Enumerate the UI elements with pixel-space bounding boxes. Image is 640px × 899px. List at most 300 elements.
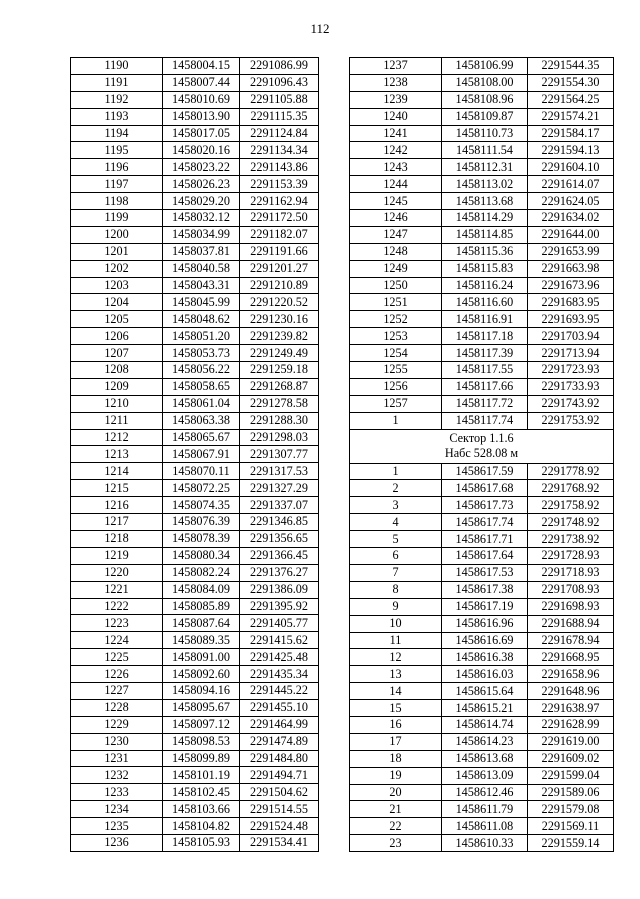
table-row <box>71 598 319 615</box>
x-coordinate-cell: 1458063.38 <box>163 412 240 429</box>
point-number-cell: 1221 <box>71 581 163 598</box>
x-coordinate-cell: 1458613.68 <box>442 750 528 767</box>
table-row <box>350 716 614 733</box>
y-coordinate-cell: 2291278.58 <box>240 395 319 412</box>
table-row <box>350 142 614 159</box>
table-row <box>71 497 319 514</box>
x-coordinate-cell: 1458085.89 <box>163 598 240 615</box>
x-coordinate-cell: 1458099.89 <box>163 750 240 767</box>
table-row <box>350 328 614 345</box>
x-coordinate-cell: 1458056.22 <box>163 362 240 379</box>
table-row <box>71 514 319 531</box>
point-number-cell: 1242 <box>350 142 442 159</box>
x-coordinate-cell: 1458072.25 <box>163 480 240 497</box>
table-row <box>71 277 319 294</box>
point-number-cell: 1217 <box>71 514 163 531</box>
point-number-cell: 1219 <box>71 547 163 564</box>
point-number-cell: 1245 <box>350 193 442 210</box>
point-number-cell: 1230 <box>71 733 163 750</box>
table-row <box>71 632 319 649</box>
table-row <box>350 125 614 142</box>
y-coordinate-cell: 2291609.02 <box>528 750 614 767</box>
point-number-cell: 1201 <box>71 243 163 260</box>
x-coordinate-cell: 1458616.69 <box>442 632 528 649</box>
x-coordinate-cell: 1458610.33 <box>442 835 528 852</box>
y-coordinate-cell: 2291698.93 <box>528 598 614 615</box>
coordinates-table-right <box>349 57 614 852</box>
table-row <box>350 615 614 632</box>
table-row <box>350 277 614 294</box>
point-number-cell: 1191 <box>71 74 163 91</box>
x-coordinate-cell: 1458617.73 <box>442 497 528 514</box>
x-coordinate-cell: 1458614.74 <box>442 716 528 733</box>
point-number-cell: 1218 <box>71 530 163 547</box>
table-row <box>71 750 319 767</box>
x-coordinate-cell: 1458043.31 <box>163 277 240 294</box>
point-number-cell: 1208 <box>71 362 163 379</box>
table-row <box>71 159 319 176</box>
y-coordinate-cell: 2291172.50 <box>240 210 319 227</box>
x-coordinate-cell: 1458114.85 <box>442 226 528 243</box>
x-coordinate-cell: 1458080.34 <box>163 547 240 564</box>
table-row <box>350 581 614 598</box>
point-number-cell: 1234 <box>71 801 163 818</box>
coordinates-table-left <box>70 57 319 852</box>
point-number-cell: 1240 <box>350 108 442 125</box>
x-coordinate-cell: 1458104.82 <box>163 818 240 835</box>
y-coordinate-cell: 2291624.05 <box>528 193 614 210</box>
y-coordinate-cell: 2291115.35 <box>240 108 319 125</box>
table-row <box>350 362 614 379</box>
point-number-cell: 1233 <box>71 784 163 801</box>
point-number-cell: 1197 <box>71 176 163 193</box>
point-number-cell: 10 <box>350 615 442 632</box>
x-coordinate-cell: 1458617.68 <box>442 480 528 497</box>
y-coordinate-cell: 2291124.84 <box>240 125 319 142</box>
x-coordinate-cell: 1458611.08 <box>442 818 528 835</box>
y-coordinate-cell: 2291569.11 <box>528 818 614 835</box>
table-row <box>350 74 614 91</box>
y-coordinate-cell: 2291327.29 <box>240 480 319 497</box>
x-coordinate-cell: 1458074.35 <box>163 497 240 514</box>
point-number-cell: 1236 <box>71 834 163 851</box>
section-title: Сектор 1.1.6 <box>449 430 514 445</box>
table-row <box>350 649 614 666</box>
y-coordinate-cell: 2291356.65 <box>240 530 319 547</box>
y-coordinate-cell: 2291688.94 <box>528 615 614 632</box>
point-number-cell: 3 <box>350 497 442 514</box>
x-coordinate-cell: 1458084.09 <box>163 581 240 598</box>
point-number-cell: 1252 <box>350 311 442 328</box>
x-coordinate-cell: 1458117.55 <box>442 362 528 379</box>
table-row <box>350 598 614 615</box>
x-coordinate-cell: 1458070.11 <box>163 463 240 480</box>
point-number-cell: 1241 <box>350 125 442 142</box>
y-coordinate-cell: 2291559.14 <box>528 835 614 852</box>
table-row <box>350 311 614 328</box>
x-coordinate-cell: 1458110.73 <box>442 125 528 142</box>
y-coordinate-cell: 2291753.92 <box>528 412 614 429</box>
y-coordinate-cell: 2291346.85 <box>240 514 319 531</box>
point-number-cell: 21 <box>350 801 442 818</box>
x-coordinate-cell: 1458034.99 <box>163 226 240 243</box>
y-coordinate-cell: 2291733.93 <box>528 378 614 395</box>
table-row <box>350 514 614 531</box>
point-number-cell: 1250 <box>350 277 442 294</box>
y-coordinate-cell: 2291435.34 <box>240 666 319 683</box>
x-coordinate-cell: 1458115.36 <box>442 243 528 260</box>
x-coordinate-cell: 1458617.74 <box>442 514 528 531</box>
y-coordinate-cell: 2291708.93 <box>528 581 614 598</box>
table-row <box>71 818 319 835</box>
point-number-cell: 1213 <box>71 446 163 463</box>
point-number-cell: 6 <box>350 548 442 565</box>
y-coordinate-cell: 2291259.18 <box>240 362 319 379</box>
x-coordinate-cell: 1458026.23 <box>163 176 240 193</box>
table-row <box>71 564 319 581</box>
point-number-cell: 1235 <box>71 818 163 835</box>
y-coordinate-cell: 2291307.77 <box>240 446 319 463</box>
point-number-cell: 1248 <box>350 243 442 260</box>
point-number-cell: 1205 <box>71 311 163 328</box>
table-row <box>350 412 614 429</box>
table-row <box>71 74 319 91</box>
y-coordinate-cell: 2291182.07 <box>240 226 319 243</box>
table-row <box>71 801 319 818</box>
table-row <box>350 750 614 767</box>
x-coordinate-cell: 1458094.16 <box>163 682 240 699</box>
y-coordinate-cell: 2291738.92 <box>528 531 614 548</box>
x-coordinate-cell: 1458023.22 <box>163 159 240 176</box>
section-header-row <box>350 429 614 463</box>
point-number-cell: 1206 <box>71 328 163 345</box>
point-number-cell: 18 <box>350 750 442 767</box>
x-coordinate-cell: 1458615.64 <box>442 683 528 700</box>
y-coordinate-cell: 2291534.41 <box>240 834 319 851</box>
page-number: 112 <box>310 21 330 36</box>
x-coordinate-cell: 1458082.24 <box>163 564 240 581</box>
table-row <box>350 801 614 818</box>
x-coordinate-cell: 1458617.53 <box>442 564 528 581</box>
point-number-cell: 1254 <box>350 345 442 362</box>
point-number-cell: 1231 <box>71 750 163 767</box>
point-number-cell: 1244 <box>350 176 442 193</box>
y-coordinate-cell: 2291288.30 <box>240 412 319 429</box>
table-row <box>350 733 614 750</box>
y-coordinate-cell: 2291337.07 <box>240 497 319 514</box>
x-coordinate-cell: 1458058.65 <box>163 378 240 395</box>
y-coordinate-cell: 2291096.43 <box>240 74 319 91</box>
x-coordinate-cell: 1458097.12 <box>163 716 240 733</box>
point-number-cell: 1202 <box>71 260 163 277</box>
y-coordinate-cell: 2291723.93 <box>528 362 614 379</box>
point-number-cell: 1243 <box>350 159 442 176</box>
y-coordinate-cell: 2291105.88 <box>240 91 319 108</box>
point-number-cell: 1227 <box>71 682 163 699</box>
y-coordinate-cell: 2291086.99 <box>240 58 319 75</box>
point-number-cell: 1194 <box>71 125 163 142</box>
table-row <box>71 362 319 379</box>
point-number-cell: 1246 <box>350 210 442 227</box>
x-coordinate-cell: 1458105.93 <box>163 834 240 851</box>
y-coordinate-cell: 2291474.89 <box>240 733 319 750</box>
table-row <box>350 632 614 649</box>
x-coordinate-cell: 1458109.87 <box>442 108 528 125</box>
y-coordinate-cell: 2291728.93 <box>528 548 614 565</box>
point-number-cell: 1239 <box>350 91 442 108</box>
point-number-cell: 1220 <box>71 564 163 581</box>
table-row <box>71 91 319 108</box>
x-coordinate-cell: 1458087.64 <box>163 615 240 632</box>
y-coordinate-cell: 2291718.93 <box>528 564 614 581</box>
point-number-cell: 8 <box>350 581 442 598</box>
y-coordinate-cell: 2291579.08 <box>528 801 614 818</box>
point-number-cell: 1192 <box>71 91 163 108</box>
x-coordinate-cell: 1458611.79 <box>442 801 528 818</box>
table-row <box>71 716 319 733</box>
y-coordinate-cell: 2291220.52 <box>240 294 319 311</box>
point-number-cell: 1232 <box>71 767 163 784</box>
point-number-cell: 5 <box>350 531 442 548</box>
x-coordinate-cell: 1458065.67 <box>163 429 240 446</box>
y-coordinate-cell: 2291298.03 <box>240 429 319 446</box>
x-coordinate-cell: 1458040.58 <box>163 260 240 277</box>
x-coordinate-cell: 1458089.35 <box>163 632 240 649</box>
table-row <box>71 547 319 564</box>
y-coordinate-cell: 2291494.71 <box>240 767 319 784</box>
table-row <box>71 125 319 142</box>
point-number-cell: 1229 <box>71 716 163 733</box>
y-coordinate-cell: 2291683.95 <box>528 294 614 311</box>
table-row <box>71 260 319 277</box>
table-row <box>350 108 614 125</box>
y-coordinate-cell: 2291703.94 <box>528 328 614 345</box>
y-coordinate-cell: 2291317.53 <box>240 463 319 480</box>
y-coordinate-cell: 2291564.25 <box>528 91 614 108</box>
x-coordinate-cell: 1458115.83 <box>442 260 528 277</box>
table-row <box>71 328 319 345</box>
x-coordinate-cell: 1458092.60 <box>163 666 240 683</box>
y-coordinate-cell: 2291544.35 <box>528 58 614 75</box>
x-coordinate-cell: 1458037.81 <box>163 243 240 260</box>
y-coordinate-cell: 2291464.99 <box>240 716 319 733</box>
y-coordinate-cell: 2291514.55 <box>240 801 319 818</box>
table-row <box>350 767 614 784</box>
table-row <box>350 226 614 243</box>
x-coordinate-cell: 1458053.73 <box>163 345 240 362</box>
table-row <box>350 345 614 362</box>
x-coordinate-cell: 1458116.24 <box>442 277 528 294</box>
point-number-cell: 20 <box>350 784 442 801</box>
y-coordinate-cell: 2291653.99 <box>528 243 614 260</box>
table-row <box>71 834 319 851</box>
table-row <box>350 378 614 395</box>
table-row <box>71 311 319 328</box>
point-number-cell: 1195 <box>71 142 163 159</box>
table-row <box>71 666 319 683</box>
table-row <box>71 193 319 210</box>
point-number-cell: 1226 <box>71 666 163 683</box>
table-row <box>71 581 319 598</box>
point-number-cell: 1190 <box>71 58 163 75</box>
y-coordinate-cell: 2291589.06 <box>528 784 614 801</box>
point-number-cell: 1223 <box>71 615 163 632</box>
x-coordinate-cell: 1458117.72 <box>442 395 528 412</box>
table-row <box>350 193 614 210</box>
x-coordinate-cell: 1458013.90 <box>163 108 240 125</box>
point-number-cell: 12 <box>350 649 442 666</box>
point-number-cell: 1216 <box>71 497 163 514</box>
y-coordinate-cell: 2291668.95 <box>528 649 614 666</box>
point-number-cell: 1225 <box>71 649 163 666</box>
table-row <box>350 480 614 497</box>
y-coordinate-cell: 2291599.04 <box>528 767 614 784</box>
x-coordinate-cell: 1458091.00 <box>163 649 240 666</box>
point-number-cell: 1207 <box>71 345 163 362</box>
y-coordinate-cell: 2291748.92 <box>528 514 614 531</box>
x-coordinate-cell: 1458017.05 <box>163 125 240 142</box>
point-number-cell: 1247 <box>350 226 442 243</box>
table-row <box>71 108 319 125</box>
table-row <box>71 733 319 750</box>
x-coordinate-cell: 1458045.99 <box>163 294 240 311</box>
y-coordinate-cell: 2291638.97 <box>528 700 614 717</box>
y-coordinate-cell: 2291634.02 <box>528 210 614 227</box>
y-coordinate-cell: 2291713.94 <box>528 345 614 362</box>
x-coordinate-cell: 1458117.39 <box>442 345 528 362</box>
x-coordinate-cell: 1458098.53 <box>163 733 240 750</box>
x-coordinate-cell: 1458117.18 <box>442 328 528 345</box>
point-number-cell: 4 <box>350 514 442 531</box>
table-row <box>71 699 319 716</box>
y-coordinate-cell: 2291162.94 <box>240 193 319 210</box>
point-number-cell: 1224 <box>71 632 163 649</box>
x-coordinate-cell: 1458004.15 <box>163 58 240 75</box>
table-row <box>71 58 319 75</box>
x-coordinate-cell: 1458612.46 <box>442 784 528 801</box>
x-coordinate-cell: 1458078.39 <box>163 530 240 547</box>
x-coordinate-cell: 1458614.23 <box>442 733 528 750</box>
point-number-cell: 1256 <box>350 378 442 395</box>
table-row <box>350 243 614 260</box>
table-row <box>71 412 319 429</box>
point-number-cell: 1 <box>350 463 442 480</box>
table-row <box>71 446 319 463</box>
y-coordinate-cell: 2291768.92 <box>528 480 614 497</box>
point-number-cell: 1249 <box>350 260 442 277</box>
table-row <box>71 226 319 243</box>
point-number-cell: 19 <box>350 767 442 784</box>
point-number-cell: 1255 <box>350 362 442 379</box>
point-number-cell: 1222 <box>71 598 163 615</box>
x-coordinate-cell: 1458007.44 <box>163 74 240 91</box>
y-coordinate-cell: 2291445.22 <box>240 682 319 699</box>
point-number-cell: 1253 <box>350 328 442 345</box>
y-coordinate-cell: 2291693.95 <box>528 311 614 328</box>
table-row <box>71 378 319 395</box>
point-number-cell: 1198 <box>71 193 163 210</box>
y-coordinate-cell: 2291366.45 <box>240 547 319 564</box>
point-number-cell: 1199 <box>71 210 163 227</box>
table-row <box>350 395 614 412</box>
table-row <box>71 784 319 801</box>
x-coordinate-cell: 1458106.99 <box>442 58 528 75</box>
table-row <box>71 649 319 666</box>
y-coordinate-cell: 2291153.39 <box>240 176 319 193</box>
y-coordinate-cell: 2291614.07 <box>528 176 614 193</box>
y-coordinate-cell: 2291455.10 <box>240 699 319 716</box>
x-coordinate-cell: 1458617.19 <box>442 598 528 615</box>
table-row <box>71 615 319 632</box>
x-coordinate-cell: 1458615.21 <box>442 700 528 717</box>
table-row <box>350 835 614 852</box>
y-coordinate-cell: 2291673.96 <box>528 277 614 294</box>
table-row <box>71 176 319 193</box>
x-coordinate-cell: 1458095.67 <box>163 699 240 716</box>
x-coordinate-cell: 1458617.59 <box>442 463 528 480</box>
x-coordinate-cell: 1458116.60 <box>442 294 528 311</box>
x-coordinate-cell: 1458020.16 <box>163 142 240 159</box>
table-row <box>350 497 614 514</box>
point-number-cell: 1200 <box>71 226 163 243</box>
y-coordinate-cell: 2291210.89 <box>240 277 319 294</box>
point-number-cell: 2 <box>350 480 442 497</box>
x-coordinate-cell: 1458617.71 <box>442 531 528 548</box>
table-row <box>350 91 614 108</box>
y-coordinate-cell: 2291143.86 <box>240 159 319 176</box>
table-row <box>350 463 614 480</box>
x-coordinate-cell: 1458613.09 <box>442 767 528 784</box>
x-coordinate-cell: 1458051.20 <box>163 328 240 345</box>
x-coordinate-cell: 1458076.39 <box>163 514 240 531</box>
point-number-cell: 23 <box>350 835 442 852</box>
y-coordinate-cell: 2291249.49 <box>240 345 319 362</box>
point-number-cell: 11 <box>350 632 442 649</box>
y-coordinate-cell: 2291504.62 <box>240 784 319 801</box>
table-row <box>350 784 614 801</box>
table-row <box>350 666 614 683</box>
y-coordinate-cell: 2291425.48 <box>240 649 319 666</box>
table-row <box>350 700 614 717</box>
point-number-cell: 1209 <box>71 378 163 395</box>
point-number-cell: 1210 <box>71 395 163 412</box>
table-row <box>350 260 614 277</box>
y-coordinate-cell: 2291554.30 <box>528 74 614 91</box>
point-number-cell: 17 <box>350 733 442 750</box>
x-coordinate-cell: 1458108.96 <box>442 91 528 108</box>
y-coordinate-cell: 2291395.92 <box>240 598 319 615</box>
point-number-cell: 1212 <box>71 429 163 446</box>
table-row <box>350 159 614 176</box>
table-row <box>350 58 614 75</box>
point-number-cell: 14 <box>350 683 442 700</box>
table-row <box>350 818 614 835</box>
table-row <box>350 564 614 581</box>
point-number-cell: 1211 <box>71 412 163 429</box>
x-coordinate-cell: 1458029.20 <box>163 193 240 210</box>
y-coordinate-cell: 2291743.92 <box>528 395 614 412</box>
table-row <box>350 683 614 700</box>
x-coordinate-cell: 1458101.19 <box>163 767 240 784</box>
y-coordinate-cell: 2291376.27 <box>240 564 319 581</box>
x-coordinate-cell: 1458113.02 <box>442 176 528 193</box>
table-row <box>71 682 319 699</box>
x-coordinate-cell: 1458010.69 <box>163 91 240 108</box>
x-coordinate-cell: 1458117.74 <box>442 412 528 429</box>
x-coordinate-cell: 1458111.54 <box>442 142 528 159</box>
x-coordinate-cell: 1458117.66 <box>442 378 528 395</box>
table-row <box>71 345 319 362</box>
